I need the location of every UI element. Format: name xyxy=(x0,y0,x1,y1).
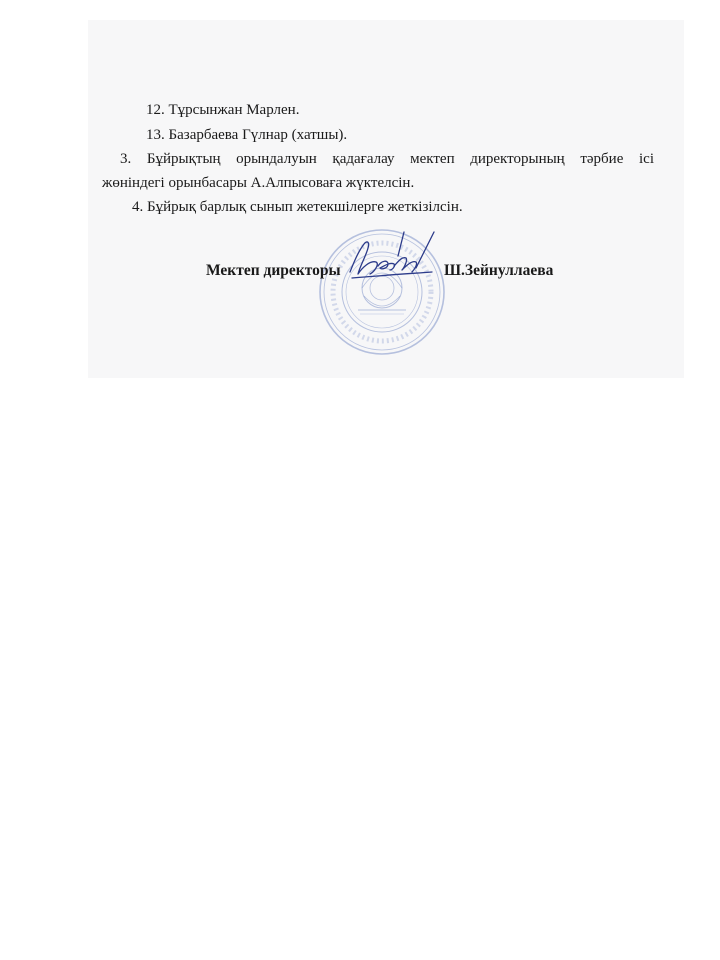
list-item-12: 12. Тұрсынжан Марлен. xyxy=(146,102,300,118)
signatory-name: Ш.Зейнуллаева xyxy=(444,262,554,279)
paragraph-3-line-1: 3. Бұйрықтың орындалуын қадағалау мектеп директорының тәрбие ісі xyxy=(120,151,654,167)
paragraph-3-line-2: жөніндегі орынбасары А.Алпысоваға жүктелсін. xyxy=(102,175,415,191)
list-item-13: 13. Базарбаева Гүлнар (хатшы). xyxy=(146,127,348,143)
signatory-role: Мектеп директоры xyxy=(206,262,341,279)
paragraph-4: 4. Бұйрық барлық сынып жетекшілерге жеткізілсін. xyxy=(132,199,463,215)
signature-icon xyxy=(344,226,440,288)
